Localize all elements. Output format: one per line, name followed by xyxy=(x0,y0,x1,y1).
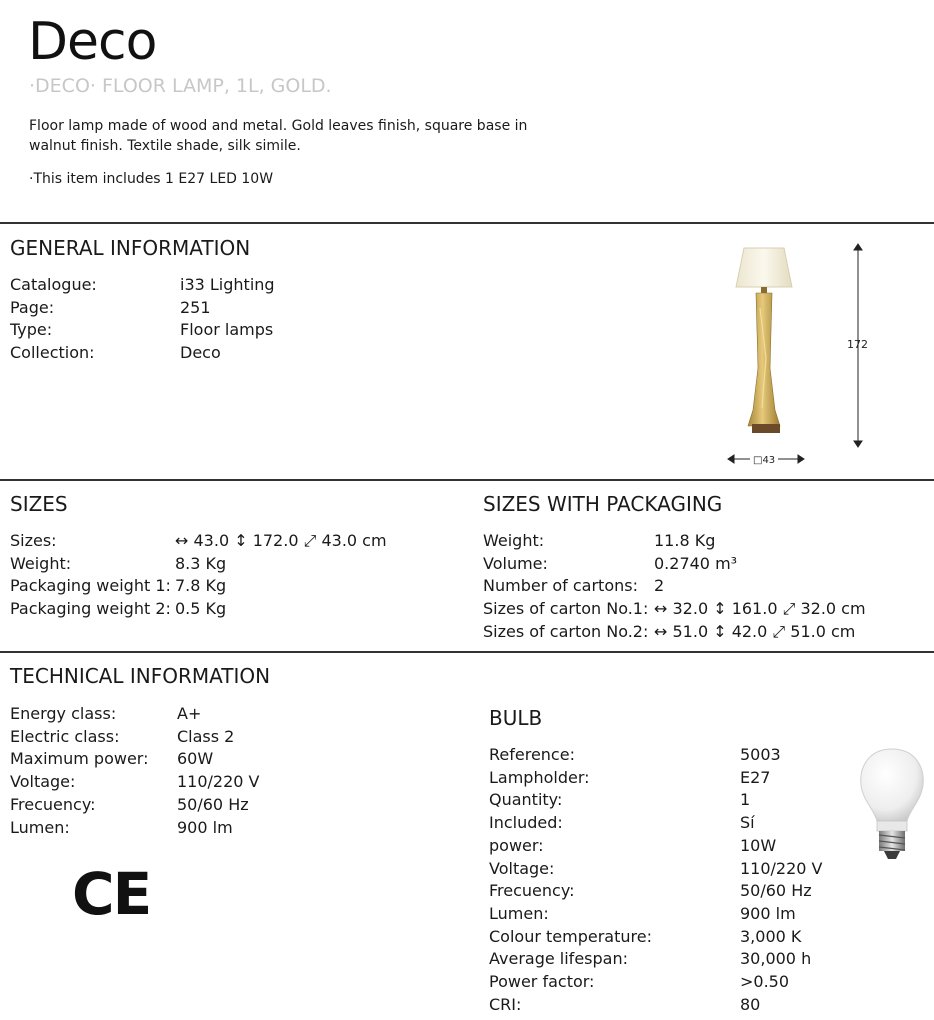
table-row xyxy=(10,726,260,749)
row-value: 8.3 Kg xyxy=(175,553,227,573)
technical-heading: TECHNICAL INFORMATION xyxy=(10,664,271,688)
row-label: Reference: xyxy=(489,745,575,764)
row-label: Sizes of carton No.2: xyxy=(483,621,649,641)
row-label: Sizes: xyxy=(10,531,57,550)
row-label: Page: xyxy=(10,297,55,317)
row-value: 110/220 V xyxy=(177,772,260,792)
row-value: 3,000 K xyxy=(740,926,802,946)
product-subtitle: ·DECO· FLOOR LAMP, 1L, GOLD. xyxy=(29,75,332,97)
row-label: Maximum power: xyxy=(10,749,149,769)
row-value: 5003 xyxy=(740,745,781,764)
lamp-drawing xyxy=(720,238,880,470)
height-label: 172 xyxy=(847,338,868,351)
table-row xyxy=(489,835,823,858)
includes-note: ·This item includes 1 E27 LED 10W xyxy=(29,171,274,187)
sizes-heading: SIZES xyxy=(10,492,68,516)
divider xyxy=(0,479,934,481)
table-row xyxy=(10,794,260,817)
row-value: 0.5 Kg xyxy=(175,599,227,619)
row-value: Sí xyxy=(740,813,755,833)
bulb-icon xyxy=(855,745,930,865)
row-value: 80 xyxy=(740,994,761,1014)
row-label: Packaging weight 2: xyxy=(10,599,171,619)
row-label: CRI: xyxy=(489,994,522,1014)
row-label: Frecuency: xyxy=(10,794,96,814)
row-label: Colour temperature: xyxy=(489,926,652,946)
table-row xyxy=(489,812,823,835)
row-label: Lumen: xyxy=(489,903,549,923)
table-row xyxy=(489,767,823,790)
row-label: Number of cartons: xyxy=(483,576,638,596)
divider xyxy=(0,222,934,224)
table-row xyxy=(483,598,866,621)
row-label: Frecuency: xyxy=(489,881,575,901)
table-row xyxy=(483,530,866,553)
row-label: Sizes of carton No.1: xyxy=(483,599,649,619)
row-label: Quantity: xyxy=(489,790,563,810)
row-label: Weight: xyxy=(483,531,545,550)
row-label: Volume: xyxy=(483,553,548,573)
table-row xyxy=(10,297,275,320)
table-row xyxy=(489,971,823,994)
table-row xyxy=(483,575,866,598)
row-value: 110/220 V xyxy=(740,858,823,878)
row-value: 251 xyxy=(180,297,211,317)
table-row xyxy=(10,575,387,598)
packaging-heading: SIZES WITH PACKAGING xyxy=(483,492,723,516)
row-value: 1 xyxy=(740,790,751,810)
table-row xyxy=(489,744,823,767)
row-label: Voltage: xyxy=(489,858,555,878)
lamp-image xyxy=(736,248,792,433)
bulb-table xyxy=(489,744,823,1016)
table-row xyxy=(489,858,823,881)
row-label: Packaging weight 1: xyxy=(10,576,171,596)
table-row xyxy=(10,598,387,621)
row-label: Average lifespan: xyxy=(489,949,628,969)
row-value: Deco xyxy=(180,343,221,363)
row-label: Type: xyxy=(10,320,53,340)
table-row xyxy=(489,994,823,1017)
table-row xyxy=(10,703,260,726)
ce-mark-icon: CE xyxy=(72,860,151,928)
row-value: 30,000 h xyxy=(740,949,812,969)
packaging-table xyxy=(483,530,866,644)
row-value: Floor lamps xyxy=(180,320,274,340)
row-label: Electric class: xyxy=(10,726,120,746)
table-row xyxy=(489,880,823,903)
row-value: 900 lm xyxy=(740,903,796,923)
row-value: ↔ 32.0 ↕ 161.0 ⤢ 32.0 cm xyxy=(654,599,866,619)
row-value: 10W xyxy=(740,835,777,855)
table-row xyxy=(10,342,275,365)
row-value: 2 xyxy=(654,576,665,596)
row-value: ↔ 43.0 ↕ 172.0 ⤢ 43.0 cm xyxy=(175,531,387,550)
row-value: E27 xyxy=(740,767,771,787)
table-row xyxy=(10,748,260,771)
product-title: Deco xyxy=(28,12,157,72)
row-value: 60W xyxy=(177,749,214,769)
row-value: 50/60 Hz xyxy=(740,881,812,901)
bulb-heading: BULB xyxy=(489,706,543,730)
row-label: Weight: xyxy=(10,553,72,573)
table-row xyxy=(10,274,275,297)
table-row xyxy=(10,771,260,794)
divider xyxy=(0,651,934,653)
row-value: >0.50 xyxy=(740,972,790,992)
table-row xyxy=(489,789,823,812)
table-row xyxy=(10,319,275,342)
row-label: Power factor: xyxy=(489,972,595,992)
row-value: 0.2740 m³ xyxy=(654,553,738,573)
row-label: Collection: xyxy=(10,343,95,363)
table-row xyxy=(10,817,260,840)
general-heading: GENERAL INFORMATION xyxy=(10,236,251,260)
row-value: 50/60 Hz xyxy=(177,794,249,814)
table-row xyxy=(10,553,387,576)
row-label: Catalogue: xyxy=(10,275,97,294)
row-value: 7.8 Kg xyxy=(175,576,227,596)
sizes-table xyxy=(10,530,387,621)
table-row xyxy=(483,621,866,644)
row-label: Included: xyxy=(489,813,563,833)
row-label: Energy class: xyxy=(10,704,117,723)
row-label: power: xyxy=(489,835,544,855)
row-label: Lampholder: xyxy=(489,767,590,787)
table-row xyxy=(10,530,387,553)
table-row xyxy=(489,926,823,949)
product-description: Floor lamp made of wood and metal. Gold leaves finish, square base in walnut finish. Textile shade, silk simile. xyxy=(29,118,528,154)
row-value: 11.8 Kg xyxy=(654,531,716,550)
table-row xyxy=(483,553,866,576)
row-value: 900 lm xyxy=(177,817,233,837)
row-value: ↔ 51.0 ↕ 42.0 ⤢ 51.0 cm xyxy=(654,621,856,641)
width-label: □43 xyxy=(753,455,776,466)
row-label: Lumen: xyxy=(10,817,70,837)
row-label: Voltage: xyxy=(10,772,76,792)
table-row xyxy=(489,903,823,926)
table-row xyxy=(489,948,823,971)
general-table xyxy=(10,274,275,365)
row-value: i33 Lighting xyxy=(180,275,275,294)
row-value: A+ xyxy=(177,704,202,723)
row-value: Class 2 xyxy=(177,726,235,746)
technical-table xyxy=(10,703,260,839)
